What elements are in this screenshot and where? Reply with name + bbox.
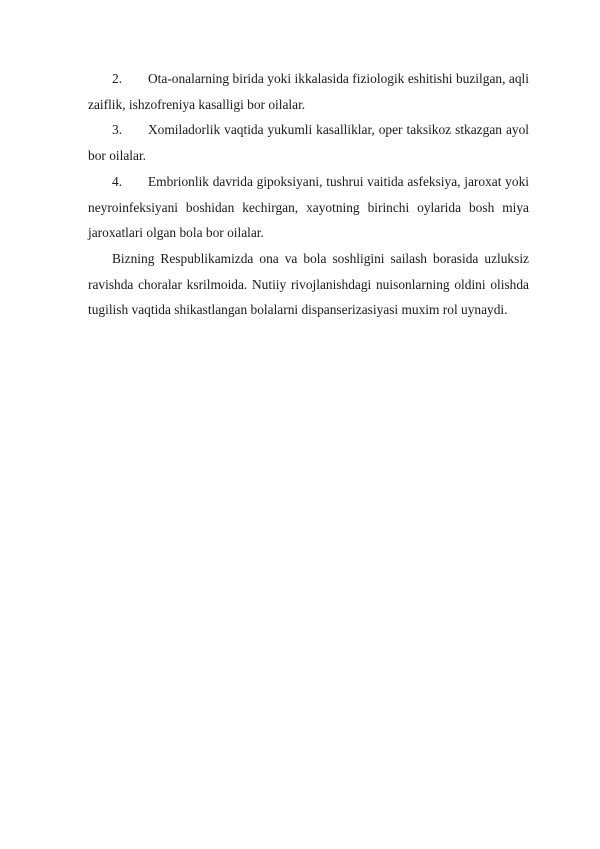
list-number: 4. (112, 173, 123, 189)
list-item-3 (88, 117, 529, 168)
list-item-text: Embrionlik davrida gipoksiyani, tushrui vaitida asfeksiya, jaroxat yoki neyroinfeksiyani boshidan kechirgan, xayotning birinchi oylarida bosh miya jaroxatlari olgan bola bor oilalar. (88, 173, 529, 241)
list-number: 3. (112, 122, 123, 138)
list-item-2 (88, 66, 529, 117)
list-number: 2. (112, 71, 123, 86)
list-item-4 (88, 169, 529, 246)
closing-paragraph: Bizning Respublikamizda ona va bola soshligini sailash borasida uzluksiz ravishda choralar ksrilmoida. Nutiiy rivojlanishdagi nuisonlarning oldini olishda tugilish vaqtida shikastlangan bolalarni dispanserizasiyasi muxim rol uynaydi. (88, 250, 529, 318)
list-item-text: Xomiladorlik vaqtida yukumli kasalliklar, oper taksikoz stkazgan ayol bor oilalar. (88, 122, 529, 164)
document-body (88, 66, 529, 323)
list-item-text: Ota-onalarning birida yoki ikkalasida fiziologik eshitishi buzilgan, aqli zaiflik, ishzofreniya kasalligi bor oilalar. (88, 71, 529, 112)
